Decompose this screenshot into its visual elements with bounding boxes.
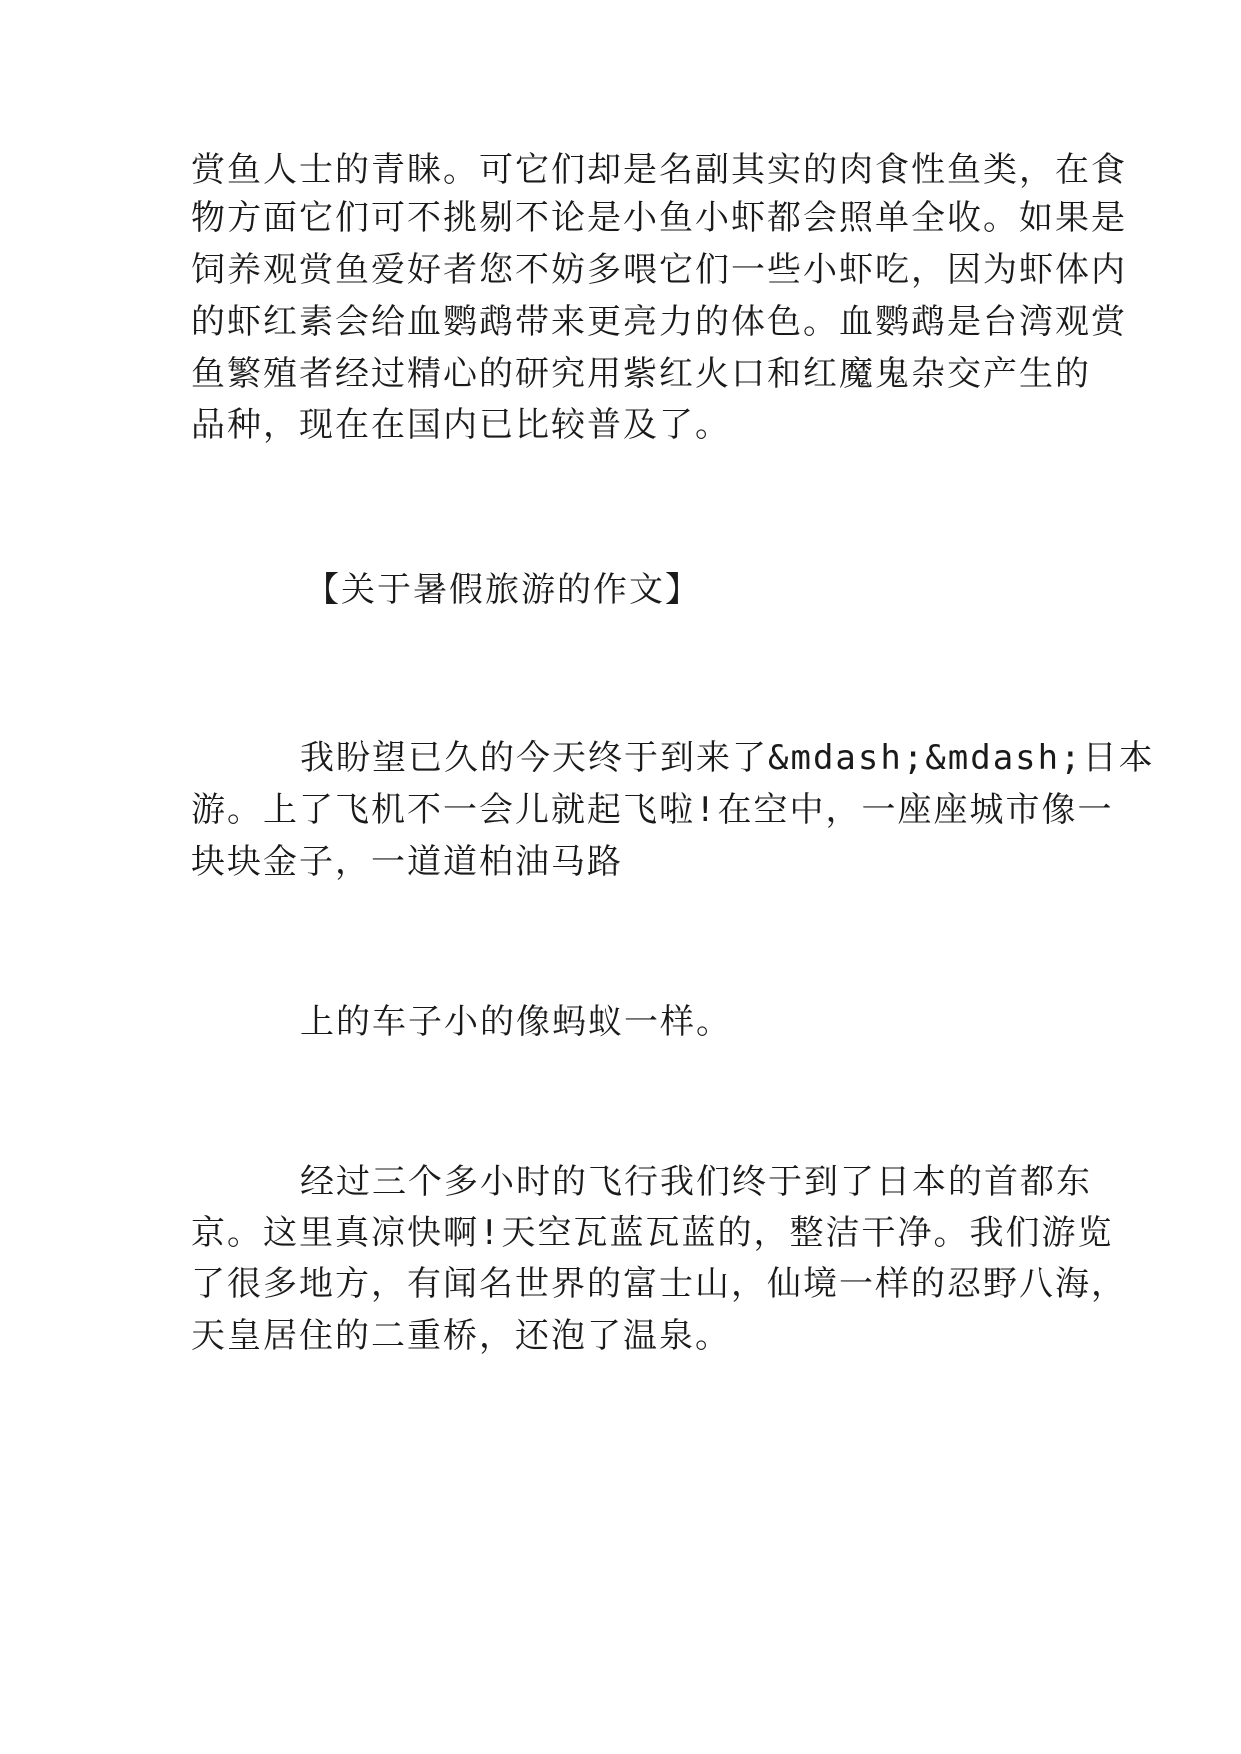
paragraph-line: 物方面它们可不挑剔不论是小鱼小虾都会照单全收。如果是 bbox=[191, 198, 1127, 238]
paragraph-line: 赏鱼人士的青睐。可它们却是名副其实的肉食性鱼类，在食 bbox=[191, 150, 1127, 190]
paragraph-line: 的虾红素会给血鹦鹉带来更亮力的体色。血鹦鹉是台湾观赏 bbox=[191, 302, 1127, 342]
paragraph-line: 鱼繁殖者经过精心的研究用紫红火口和红魔鬼杂交产生的 bbox=[191, 354, 1091, 394]
paragraph-line: 了很多地方，有闻名世界的富士山，仙境一样的忍野八海， bbox=[191, 1264, 1127, 1304]
paragraph-line: 品种，现在在国内已比较普及了。 bbox=[191, 405, 731, 445]
paragraph-line: 经过三个多小时的飞行我们终于到了日本的首都东 bbox=[300, 1162, 1092, 1202]
paragraph-line: 饲养观赏鱼爱好者您不妨多喂它们一些小虾吃，因为虾体内 bbox=[191, 250, 1127, 290]
paragraph-line: 天皇居住的二重桥，还泡了温泉。 bbox=[191, 1316, 731, 1356]
paragraph-line: 块块金子，一道道柏油马路 bbox=[191, 842, 623, 882]
paragraph-line: 京。这里真凉快啊!天空瓦蓝瓦蓝的，整洁干净。我们游览 bbox=[191, 1213, 1114, 1253]
paragraph-line: 游。上了飞机不一会儿就起飞啦!在空中，一座座城市像一 bbox=[191, 790, 1114, 830]
paragraph-line: 我盼望已久的今天终于到来了&mdash;&mdash;日本 bbox=[300, 738, 1155, 778]
paragraph-line: 上的车子小的像蚂蚁一样。 bbox=[300, 1002, 732, 1042]
section-heading: 【关于暑假旅游的作文】 bbox=[305, 570, 701, 610]
